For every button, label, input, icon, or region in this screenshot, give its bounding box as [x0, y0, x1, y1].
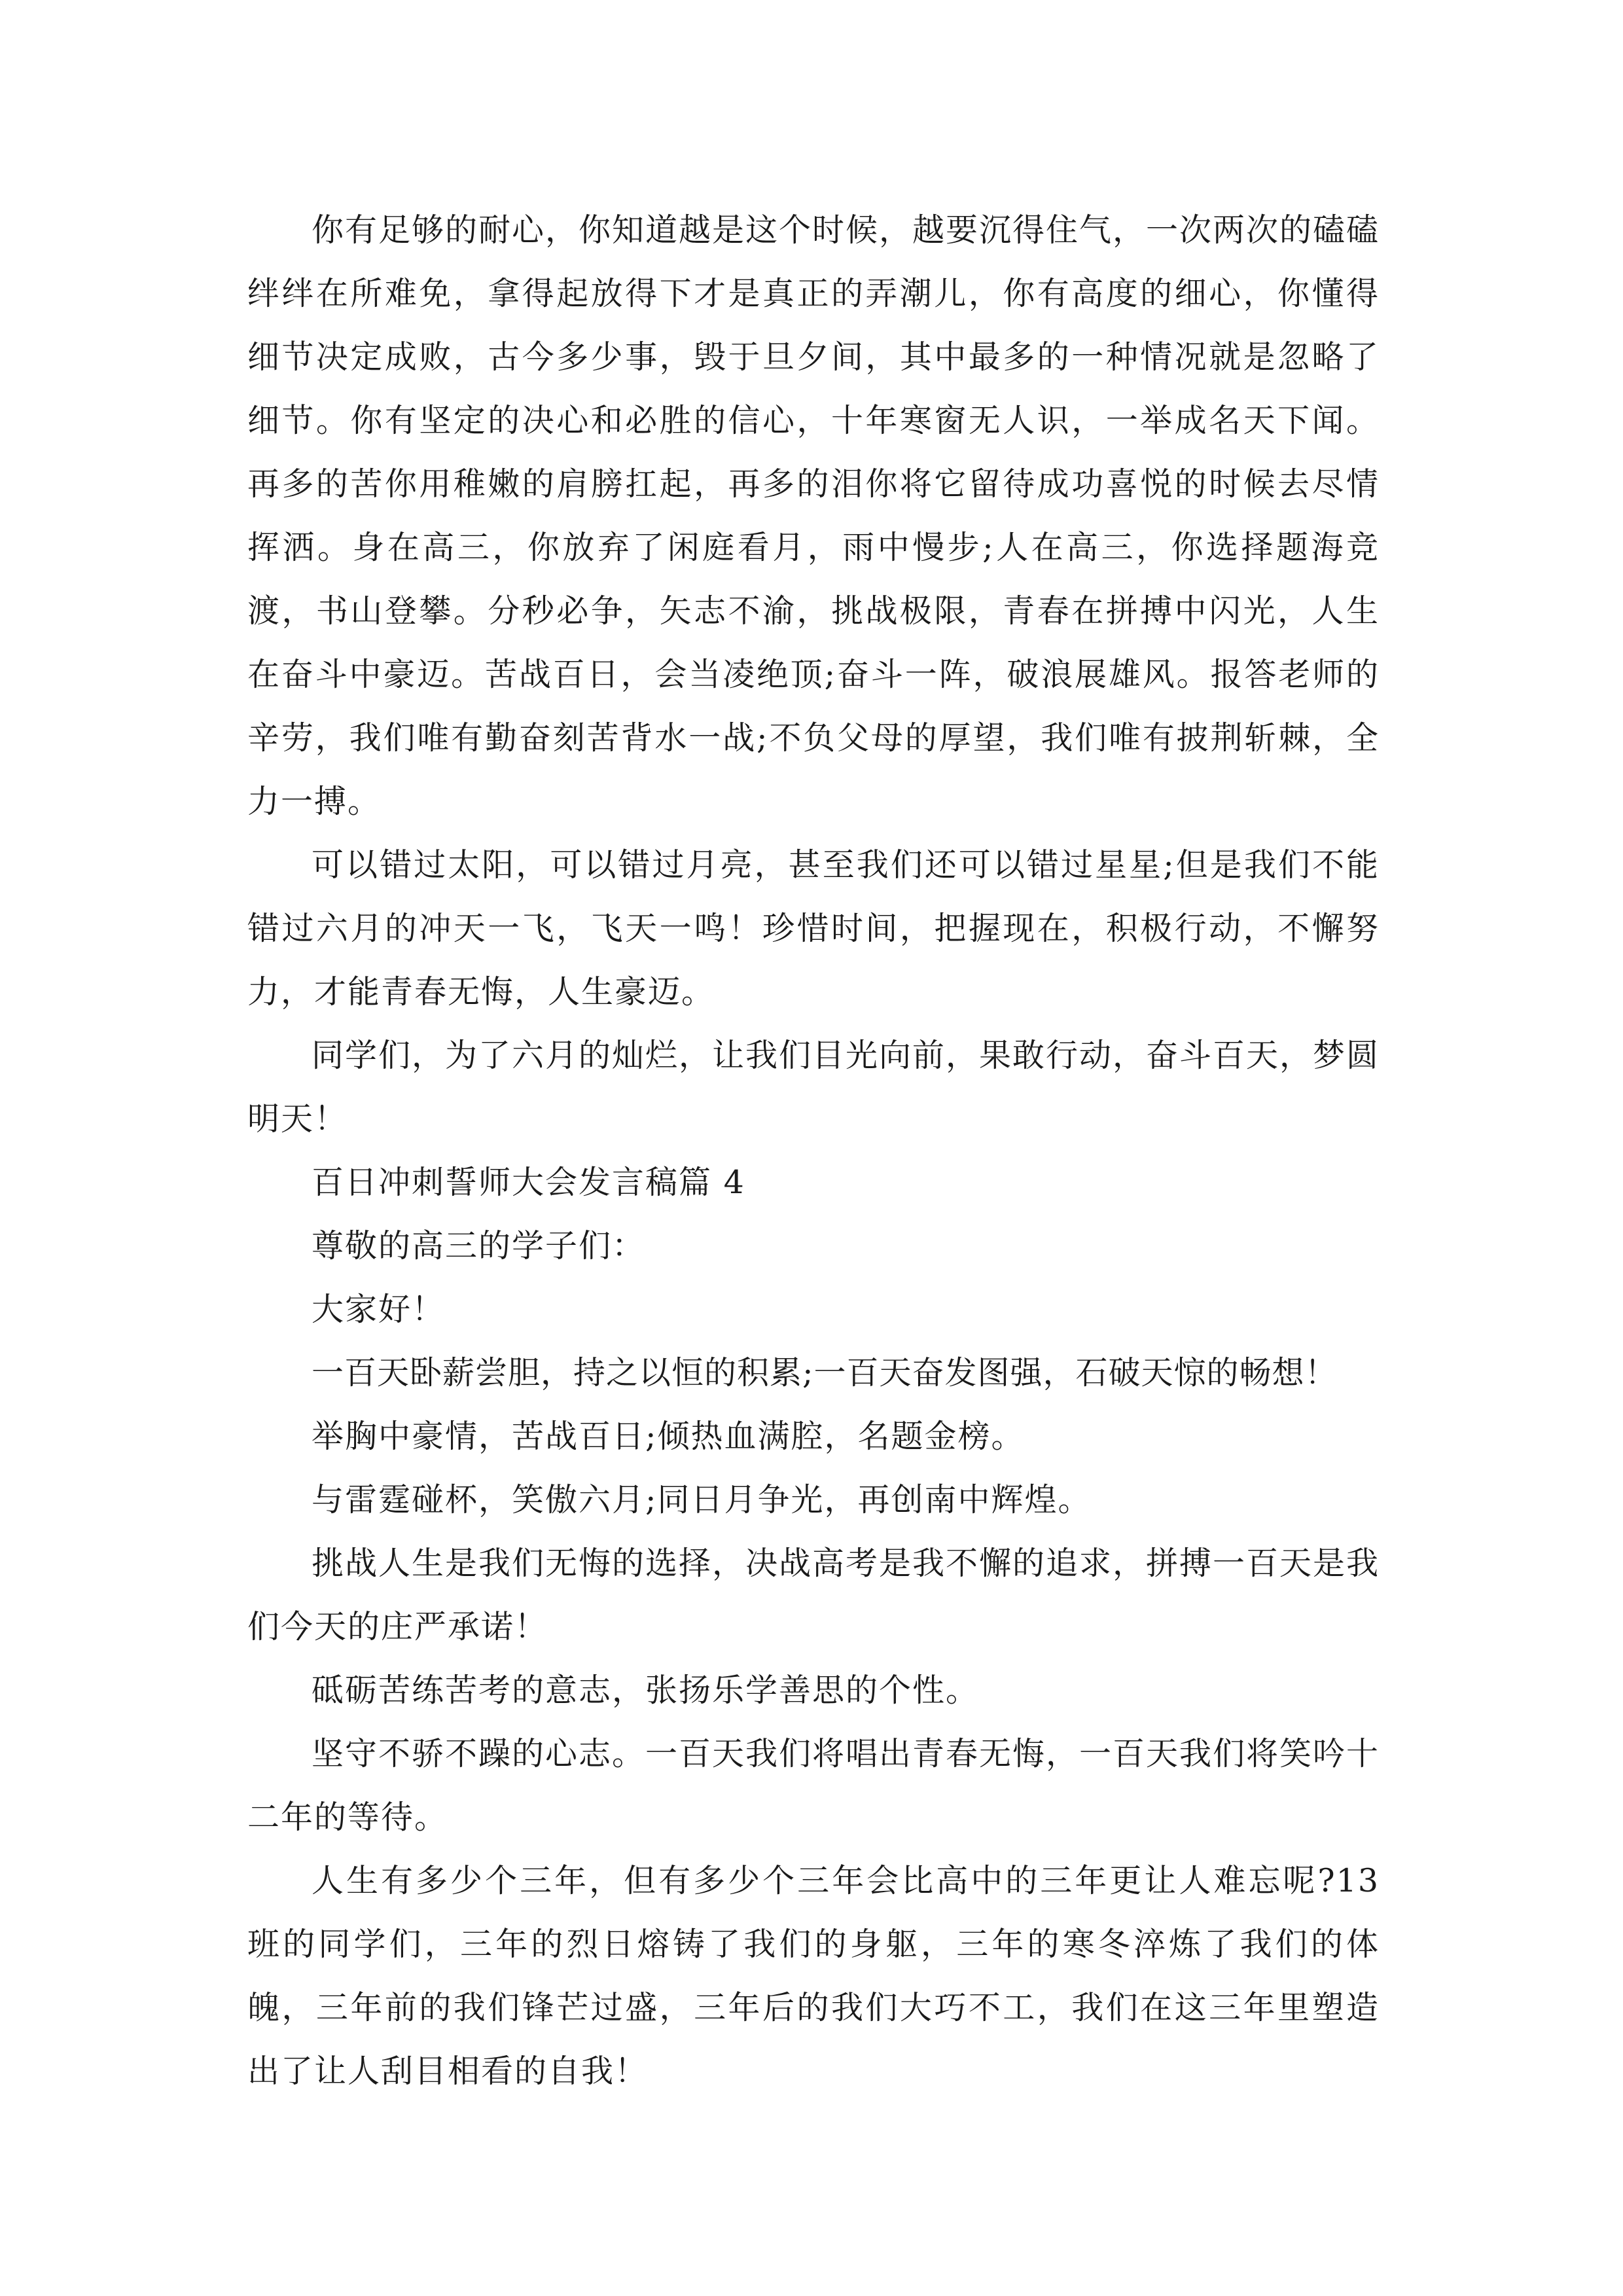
paragraph-6: 与雷霆碰杯，笑傲六月;同日月争光，再创南中辉煌。	[312, 1481, 1092, 1518]
body-text	[247, 198, 1380, 2103]
paragraph-3: 同学们，为了六月的灿烂，让我们目光向前，果敢行动，奋斗百天，梦圆明天！	[247, 1037, 1380, 1138]
paragraph-10: 人生有多少个三年，但有多少个三年会比高中的三年更让人难忘呢?13 班的同学们，三年的烈日熔铸了我们的身躯，三年的寒冬淬炼了我们的体魄，三年前的我们锋芒过盛，三年后的我们大巧不工，我们在这三年里塑造出了让人刮目相看的自我！	[247, 1862, 1380, 2090]
paragraph-9: 坚守不骄不躁的心志。一百天我们将唱出青春无悔，一百天我们将笑吟十二年的等待。	[247, 1735, 1380, 1836]
paragraph-1: 你有足够的耐心，你知道越是这个时候，越要沉得住气，一次两次的磕磕绊绊在所难免，拿得起放得下才是真正的弄潮儿，你有高度的细心，你懂得细节决定成败，古今多少事，毁于旦夕间，其中最多的一种情况就是忽略了细节。你有坚定的决心和必胜的信心，十年寒窗无人识，一举成名天下闻。再多的苦你用稚嫩的肩膀扛起，再多的泪你将它留待成功喜悦的时候去尽情挥洒。身在高三，你放弃了闲庭看月，雨中慢步;人在高三，你选择题海竞渡，书山登攀。分秒必争，矢志不渝，挑战极限，青春在拼搏中闪光，人生在奋斗中豪迈。苦战百日，会当凌绝顶;奋斗一阵，破浪展雄风。报答老师的辛劳，我们唯有勤奋刻苦背水一战;不负父母的厚望，我们唯有披荆斩棘，全力一搏。	[247, 211, 1380, 820]
salutation: 尊敬的高三的学子们：	[312, 1227, 646, 1265]
section-heading: 百日冲刺誓师大会发言稿篇 4	[312, 1164, 745, 1201]
paragraph-2: 可以错过太阳，可以错过月亮，甚至我们还可以错过星星;但是我们不能错过六月的冲天一飞，飞天一鸣！珍惜时间，把握现在，积极行动，不懈努力，才能青春无悔，人生豪迈。	[247, 846, 1380, 1011]
greeting: 大家好！	[312, 1291, 446, 1328]
paragraph-7: 挑战人生是我们无悔的选择，决战高考是我不懈的追求，拼搏一百天是我们今天的庄严承诺！	[247, 1545, 1380, 1645]
paragraph-4: 一百天卧薪尝胆，持之以恒的积累;一百天奋发图强，石破天惊的畅想！	[312, 1354, 1338, 1391]
paragraph-8: 砥砺苦练苦考的意志，张扬乐学善思的个性。	[312, 1672, 980, 1709]
paragraph-5: 举胸中豪情，苦战百日;倾热血满腔，名题金榜。	[312, 1418, 1025, 1455]
